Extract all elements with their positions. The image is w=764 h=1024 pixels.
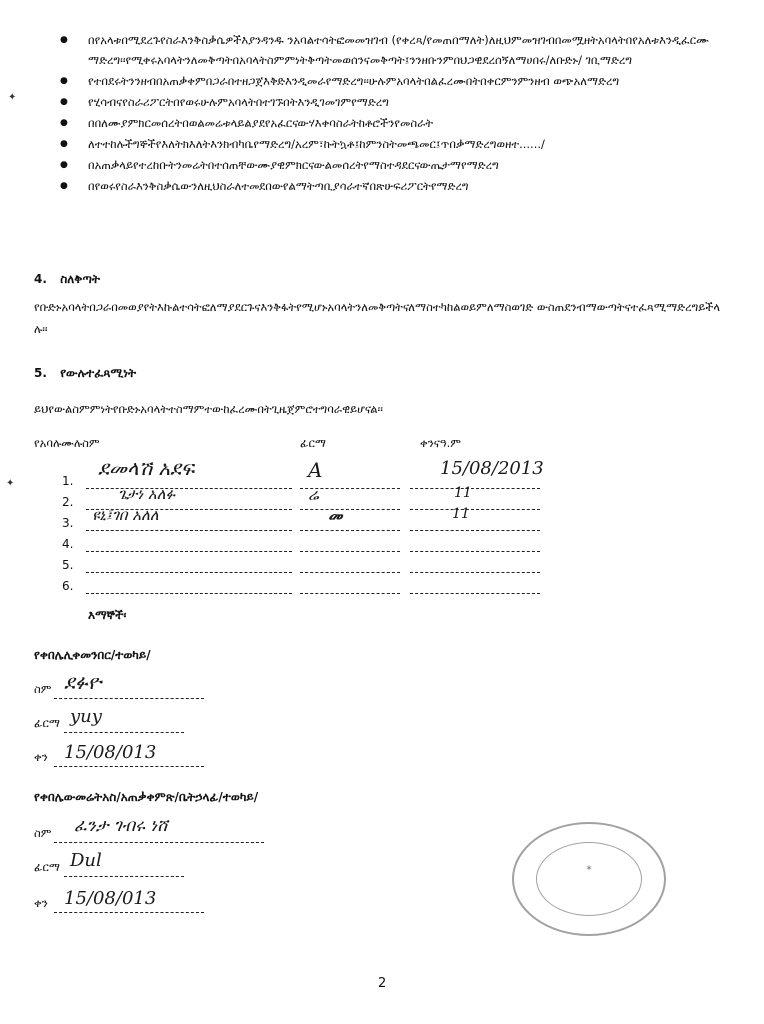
handwritten-name: ደመላሽ አደፍ [98, 456, 195, 480]
signature-line [300, 593, 400, 594]
section-4-heading [34, 272, 100, 287]
stamp-inner-ring [536, 842, 642, 916]
date-line [410, 488, 540, 489]
section-5-heading [34, 366, 136, 381]
bullet-item: ● የሂሳብናየስራሪፖርትበየወሩሁሉምአባላትበተገኙበትእንዲገመገምየማድረግ [60, 92, 710, 112]
witnesses-heading: እማኞች፡ [88, 608, 127, 622]
section-title: ስለቅጣት [60, 272, 100, 286]
official-stamp [512, 822, 666, 936]
date-line [410, 509, 540, 510]
field-line [54, 842, 264, 843]
column-header-date: ቀንናዓ.ም [420, 436, 462, 450]
bullet-item: ● በበለሙያምክርመሰረትበወልመሬቱላይልያደየአፈርናውሃእቀባስራትከቶሮችንየመስራት [60, 113, 710, 133]
field-line [54, 698, 204, 699]
member-row [62, 506, 542, 532]
name-line [86, 572, 292, 573]
handwritten-date: 15/08/013 [64, 742, 157, 763]
handwritten-name: ደፉዮ [64, 670, 102, 694]
bullet-item: ● በየአላቱበሚደረጉየስራእንቅስቃሴዎችእያንዳንዱ ንአባልተሳትፎመመዝገብ (የቀረጻ/የመጠበማለት)ለዚህምመዝገብበመሟዘትአባላትበየአለቱእንዲፈርሙማድረግ፡፡የሚቀሩአባላትንለመቅጣትበአባላትስምምነትቅጣትመወሰንናመቅጣት፤ንንዘቡንምበህጋዊደረሰኝለማሀበሩ/ለቡድኑ/ ገቢማድረግ [60, 30, 710, 70]
handwritten-signature: yuy [70, 706, 102, 727]
field-line [64, 732, 184, 733]
signature-line [300, 572, 400, 573]
handwritten-signature: Dul [70, 850, 102, 871]
section-number: 4. [34, 272, 47, 286]
handwritten-name: ጌታነ አለፉ [118, 485, 176, 503]
name-line [86, 488, 292, 489]
column-header-name: የአባሉሙሉስም [34, 436, 100, 450]
field-line [54, 912, 204, 913]
handwritten-signature: A [308, 458, 323, 482]
section-5-body: ይህየውልስምምነትየቡድኑአባላትተስማምተውከፈረሙበትጊዜጀምሮተግባራዊይሆናል፡፡ [34, 402, 383, 416]
field-line [64, 876, 184, 877]
name-line [86, 530, 292, 531]
row-number: 3. [62, 516, 74, 530]
handwritten-signature: ሬ [308, 485, 319, 504]
row-number: 6. [62, 579, 74, 593]
handwritten-name: ፈንታ ገብሩ ነሸ [74, 816, 168, 836]
handwritten-signature: መ [328, 506, 343, 525]
bullet-item: ● በአጠቃላይየተረከቡትንመሬትበተሰጠቸውሙያዊምክርናውልመሰረትየማስተዳደርናውጤታማየማድረግ [60, 155, 710, 175]
date-line [410, 572, 540, 573]
member-row [62, 575, 542, 595]
handwritten-name: ዩኒ፤ገበ አለለ [92, 506, 159, 524]
bullet-item: ● የተበደሩትንንዘብበአጠቃቀምበጋራበተዘጋጀእቅድእንዲመራየማድረግ፡፡ሁሉምአባላትበልፈረሙበትበቀርምንምንዘብ ወጭአለማድረግ [60, 71, 710, 91]
expert-signature-field [34, 850, 102, 875]
member-row [62, 554, 542, 574]
field-label: ቀን [34, 896, 48, 910]
section-4-body: የቡድኑአባላትበጋራበመወያየትእኩልተሳትፎለማያደርጉናእንቅፋትየሚሆኑአባላትንለመቅጣትናለማስተካከልወይምለማስወገድ ውስጠደንብማውጣትናተፈጻሚማድረግይችላሉ፡፡ [34, 300, 721, 336]
row-number: 1. [62, 474, 74, 488]
section-title: የውሉተፈጻሚነት [60, 366, 137, 380]
handwritten-date: 11 [454, 485, 472, 501]
member-row [62, 533, 542, 553]
field-label: ስም [34, 682, 52, 696]
stamp-text-mark: ✶ [585, 864, 593, 874]
field-label: ፊርማ [34, 860, 60, 874]
date-line [410, 551, 540, 552]
bullet-item: ● በየወሩየስራእንቅስቃሴውንለዚህስራለተመደበውየልማትጣቢያሳራተኛበጽሁፍሪፖርትየማድረግ [60, 176, 710, 196]
name-line [86, 593, 292, 594]
field-label: ቀን [34, 750, 48, 764]
margin-mark: ✦ [8, 92, 17, 103]
name-line [86, 551, 292, 552]
receiver-name-field [34, 670, 102, 697]
page-number: 2 [378, 976, 387, 991]
expert-date-field [34, 888, 157, 911]
receiver-date-field [34, 742, 157, 765]
margin-mark: ✦ [6, 478, 15, 489]
receiver-title: የቀበሌሊቀመንበር/ተወካይ/ [34, 648, 151, 662]
handwritten-date: 15/08/2013 [440, 458, 544, 479]
signature-line [300, 551, 400, 552]
handwritten-date: 11 [452, 506, 470, 522]
field-label: ፊርማ [34, 716, 60, 730]
receiver-signature-field [34, 706, 102, 731]
duties-bullet-list [60, 30, 710, 197]
signature-line [300, 509, 400, 510]
date-line [410, 530, 540, 531]
column-header-signature: ፊርማ [300, 436, 326, 450]
signature-line [300, 530, 400, 531]
handwritten-date: 15/08/013 [64, 888, 157, 909]
field-line [54, 766, 204, 767]
section-number: 5. [34, 366, 47, 380]
row-number: 5. [62, 558, 74, 572]
bullet-item: ● ለተተከሉችግኞችየእለትክእለትእንክብካቤየማድረግ/አረም፣ኩትኳቶ፤ከምንስትመጫመር፤ጥበቃማድረግወዘተ....../ [60, 134, 710, 154]
date-line [410, 593, 540, 594]
field-label: ስም [34, 826, 52, 840]
expert-name-field [34, 816, 168, 841]
row-number: 4. [62, 537, 74, 551]
expert-title: የቀበሌውመሬትአስ/አጠቃቀምጽ/ቤትኃላፊ/ተወካይ/ [34, 790, 259, 804]
row-number: 2. [62, 495, 74, 509]
